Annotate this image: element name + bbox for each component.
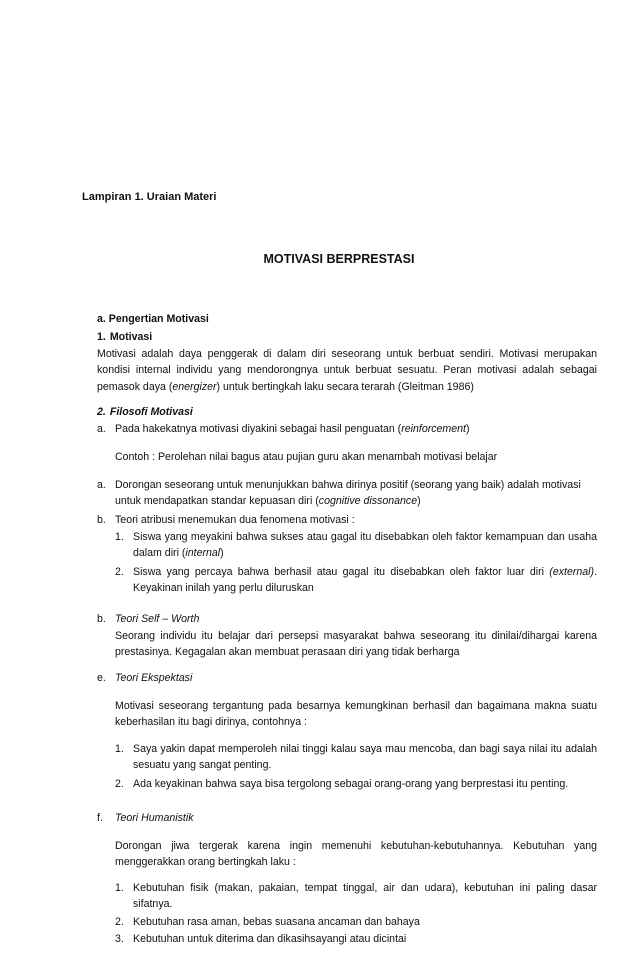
item-label: a.: [97, 423, 106, 435]
page-title: MOTIVASI BERPRESTASI: [263, 252, 415, 266]
item-text: Kebutuhan fisik (makan, pakaian, tempat tinggal, air dan udara), kebutuhan ini paling dasar sifatnya.: [133, 882, 597, 911]
item-text: Ada keyakinan bahwa saya bisa tergolong sebagai orang-orang yang berprestasi itu penting.: [133, 778, 569, 790]
item-label: b.: [97, 514, 106, 526]
item-label: 2.: [115, 778, 124, 790]
item-label: 1.: [115, 531, 124, 543]
filosofi-number: 2.: [97, 406, 106, 418]
filosofi-item-b2: [115, 564, 597, 597]
filosofi-item-b: [97, 512, 597, 528]
item-label: 1.: [115, 882, 124, 894]
ekspektasi-text: Motivasi seseorang tergantung pada besarnya kemungkinan berhasil dan bagaimana makna suatu keberhasilan itu bagi dirinya, contohnya :: [115, 700, 597, 729]
selfworth-heading: [97, 611, 597, 627]
humanistik-item-2: [115, 914, 597, 930]
item-em: reinforcement: [401, 423, 466, 435]
humanistik-item-1: [115, 880, 597, 913]
item-end: ): [220, 547, 224, 560]
item-text: Dorongan seseorang untuk menunjukkan bahwa dirinya positif (seorang yang baik) adalah motivasi untuk mendapatkan standar kepuasan diri (: [115, 479, 581, 508]
filosofi-heading: [97, 404, 597, 420]
motivasi-number: 1.: [97, 331, 106, 343]
motivasi-text: Motivasi adalah daya penggerak di dalam diri seseorang untuk berbuat sendiri. Motivasi merupakan kondisi internal individu yang mendorongnya untuk berbuat sesuatu. Peran motivasi adalah sebagai pemasok daya (: [97, 348, 597, 393]
filosofi-item-b1: [115, 529, 597, 562]
item-label: e.: [97, 672, 106, 684]
item-label: a.: [97, 479, 106, 491]
ekspektasi-item-1: [115, 741, 597, 774]
item-title: Teori Self – Worth: [115, 613, 200, 625]
motivasi-heading: [97, 329, 597, 345]
item-em: (external): [549, 566, 595, 578]
appendix-label: Lampiran 1. Uraian Materi: [82, 191, 217, 203]
motivasi-text-end: ) untuk bertingkah laku secara terarah (Gleitman 1986): [216, 380, 474, 393]
contoh-text: Contoh : Perolehan nilai bagus atau pujian guru akan menambah motivasi belajar: [115, 451, 498, 463]
ekspektasi-heading: [97, 670, 597, 686]
item-em: cognitive dissonance: [318, 495, 418, 508]
item-end: ): [466, 423, 470, 435]
item-label: 2.: [115, 916, 124, 928]
filosofi-item-a1: [97, 421, 597, 437]
item-text: Kebutuhan rasa aman, bebas suasana ancaman dan bahaya: [133, 916, 420, 928]
item-title: Teori Humanistik: [115, 812, 194, 824]
item-text: Saya yakin dapat memperoleh nilai tinggi kalau saya mau mencoba, dan bagi saya nilai itu adalah sesuatu yang sangat penting.: [133, 743, 597, 772]
item-title: Teori Ekspektasi: [115, 672, 193, 684]
item-text: Siswa yang percaya bahwa berhasil atau gagal itu disebabkan oleh faktor luar diri: [133, 566, 550, 578]
motivasi-paragraph: [97, 346, 597, 395]
section-a-heading: a. Pengertian Motivasi: [97, 313, 209, 325]
item-label: 3.: [115, 933, 124, 945]
selfworth-text: Seorang individu itu belajar dari persepsi masyarakat bahwa seseorang itu dinilai/dihargai karena prestasinya. Kegagalan akan membuat perasaan diri yang tidak berharga: [115, 630, 597, 659]
item-text: Teori atribusi menemukan dua fenomena motivasi :: [115, 514, 355, 526]
item-end: ): [417, 495, 421, 508]
item-label: f.: [97, 812, 103, 824]
ekspektasi-item-2: [115, 776, 597, 792]
item-label: 2.: [115, 566, 124, 578]
item-label: 1.: [115, 743, 124, 755]
item-label: b.: [97, 613, 106, 625]
motivasi-title: Motivasi: [109, 331, 153, 343]
motivasi-energizer: energizer: [172, 380, 217, 393]
item-end: . Keyakinan inilah yang perlu diluruskan: [133, 566, 597, 595]
humanistik-text: Dorongan jiwa tergerak karena ingin memenuhi kebutuhan-kebutuhannya. Kebutuhan yang menggerakkan orang bertingkah laku :: [115, 840, 597, 869]
humanistik-item-3: [115, 931, 597, 947]
filosofi-title: Filosofi Motivasi: [109, 406, 193, 418]
item-text: Kebutuhan untuk diterima dan dikasihsayangi atau dicintai: [133, 933, 407, 945]
filosofi-item-a2: [97, 477, 597, 510]
item-text: Siswa yang meyakini bahwa sukses atau gagal itu disebabkan oleh faktor kemampuan dan usaha dalam diri (: [133, 531, 597, 560]
item-em: internal: [185, 547, 221, 560]
humanistik-heading: [97, 810, 597, 826]
item-text: Pada hakekatnya motivasi diyakini sebagai hasil penguatan (: [115, 423, 402, 435]
